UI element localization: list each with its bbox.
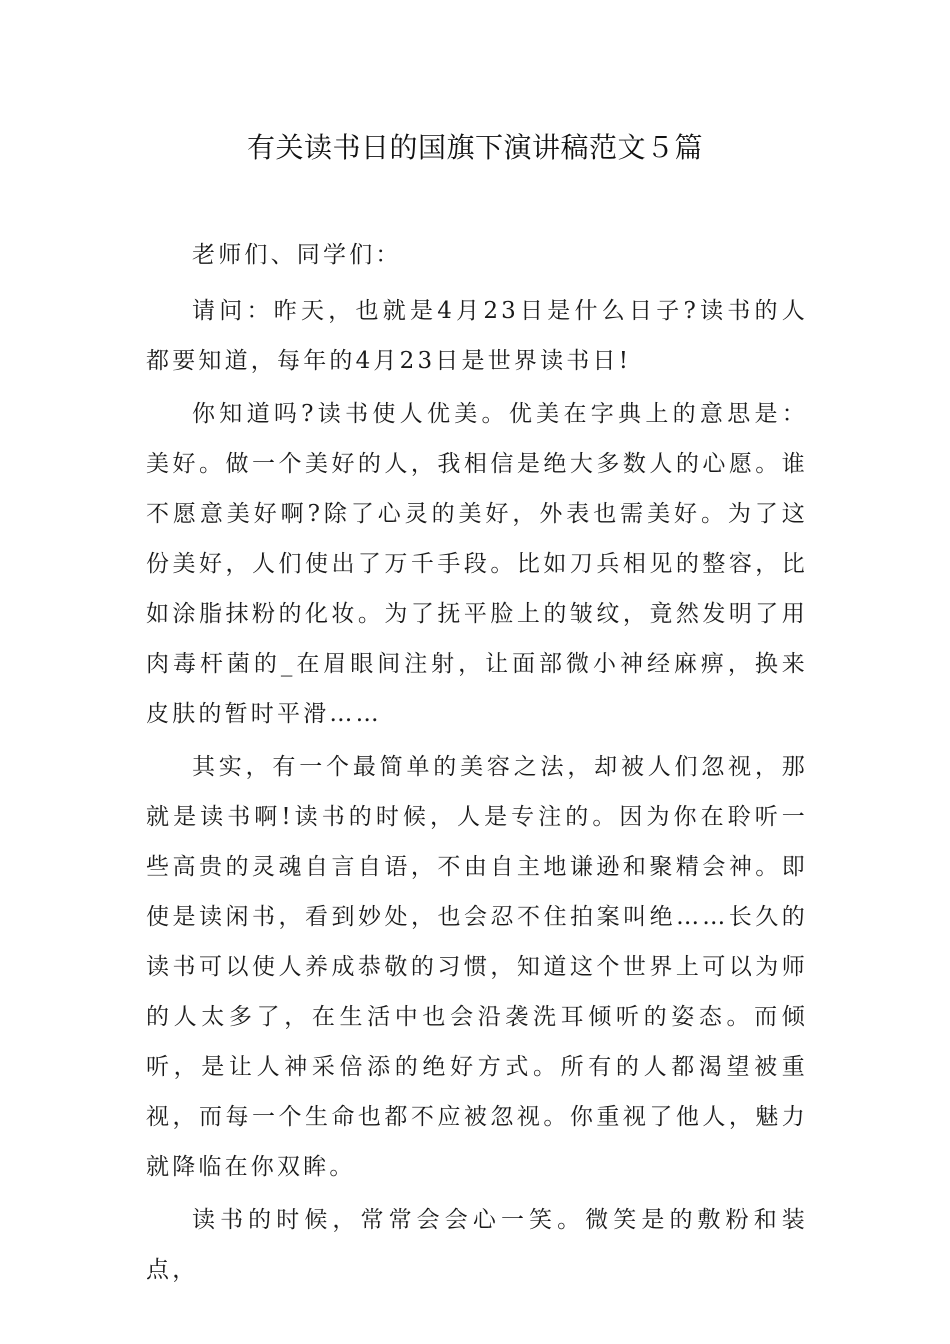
body-paragraph: 你知道吗?读书使人优美。优美在字典上的意思是：美好。做一个美好的人，我相信是绝大多数人的心愿。谁不愿意美好啊?除了心灵的美好，外表也需美好。为了这份美好，人们使出了万千手段。比如刀兵相见的整容，比如涂脂抹粉的化妆。为了抚平脸上的皱纹，竟然发明了用肉毒杆菌的_在眉眼间注射，让面部微小神经麻痹，换来皮肤的暂时平滑…… <box>146 401 808 727</box>
body-paragraph: 其实，有一个最简单的美容之法，却被人们忽视，那就是读书啊!读书的时候，人是专注的。因为你在聆听一些高贵的灵魂自言自语，不由自主地谦逊和聚精会神。即使是读闲书，看到妙处，也会忍不住拍案叫绝……长久的读书可以使人养成恭敬的习惯，知道这个世界上可以为师的人太多了，在生活中也会沿袭洗耳倾听的姿态。而倾听，是让人神采倍添的绝好方式。所有的人都渴望被重视，而每一个生命也都不应被忽视。你重视了他人，魅力就降临在你双眸。 <box>146 754 808 1180</box>
body-paragraph: 请问：昨天，也就是4月23日是什么日子?读书的人都要知道，每年的4月23日是世界读书日! <box>146 298 808 374</box>
document-title: 有关读书日的国旗下演讲稿范文５篇 <box>246 131 703 164</box>
body-paragraph: 读书的时候，常常会会心一笑。微笑是的敷粉和装点， <box>146 1207 808 1283</box>
document-body <box>146 230 808 1298</box>
salutation-paragraph: 老师们、同学们： <box>192 242 402 268</box>
